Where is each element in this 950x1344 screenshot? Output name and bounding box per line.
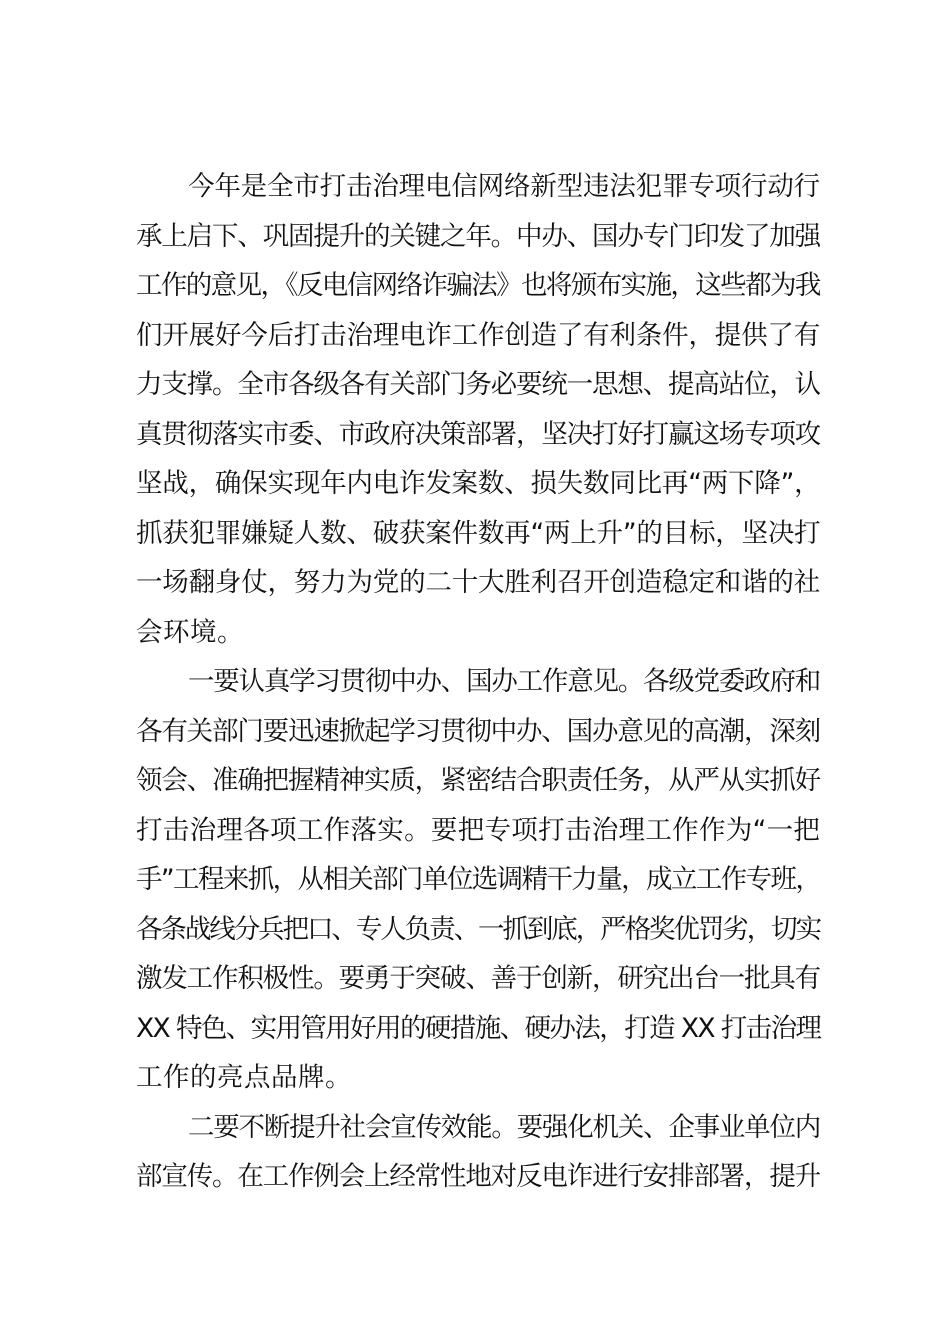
document-body — [136, 162, 820, 1202]
paragraph-3-line-2: 部宣传。在工作例会上经常性地对反电诈进行安排部署，提升 — [136, 1161, 820, 1192]
paragraph-2-line-9: 工作的亮点品牌。 — [136, 1062, 352, 1093]
paragraph-1-line-7: 坚战，确保实现年内电诈发案数、损失数同比再“两下降”， — [136, 468, 821, 499]
paragraph-1-line-1: 今年是全市打击治理电信网络新型违法犯罪专项行动行 — [188, 171, 820, 202]
paragraph-1-line-2: 承上启下、巩固提升的关键之年。中办、国办专门印发了加强 — [136, 220, 820, 252]
paragraph-1-line-6: 真贯彻落实市委、市政府决策部署，坚决打好打赢这场专项攻 — [136, 418, 820, 450]
paragraph-2-line-7: 激发工作积极性。要勇于突破、善于创新，研究出台一批具有 — [136, 963, 820, 994]
paragraph-2-line-5: 手”工程来抓，从相关部门单位选调精干力量，成立工作专班， — [136, 864, 821, 895]
paragraph-1-line-4: 们开展好今后打击治理电诈工作创造了有利条件，提供了有 — [136, 319, 820, 351]
paragraph-1-line-3: 工作的意见，《反电信网络诈骗法》也将颁布实施，这些都为我 — [136, 270, 820, 301]
paragraph-1-line-5: 力支撑。全市各级各有关部门务必要统一思想、提高站位，认 — [136, 369, 820, 400]
paragraph-1-line-8: 抓获犯罪嫌疑人数、破获案件数再“两上升”的目标，坚决打 — [136, 517, 821, 549]
paragraph-2-line-2: 各有关部门要迅速掀起学习贯彻中办、国办意见的高潮，深刻 — [136, 715, 820, 747]
paragraph-2-line-4: 打击治理各项工作落实。要把专项打击治理工作作为“一把 — [136, 814, 821, 846]
paragraph-3-line-1: 二要不断提升社会宣传效能。要强化机关、企事业单位内 — [188, 1111, 820, 1143]
paragraph-2-line-6: 各条战线分兵把口、专人负责、一抓到底，严格奖优罚劣，切实 — [136, 913, 820, 945]
paragraph-1-line-9: 一场翻身仗，努力为党的二十大胜利召开创造稳定和谐的社 — [136, 567, 820, 598]
paragraph-1-line-10: 会环境。 — [136, 616, 244, 648]
paragraph-2-line-1: 一要认真学习贯彻中办、国办工作意见。各级党委政府和 — [188, 666, 820, 697]
paragraph-2-line-8: XX 特色、实用管用好用的硬措施、硬办法，打造 XX 打击治理 — [136, 1012, 821, 1044]
paragraph-2-line-3: 领会、准确把握精神实质，紧密结合职责任务，从严从实抓好 — [136, 765, 820, 796]
